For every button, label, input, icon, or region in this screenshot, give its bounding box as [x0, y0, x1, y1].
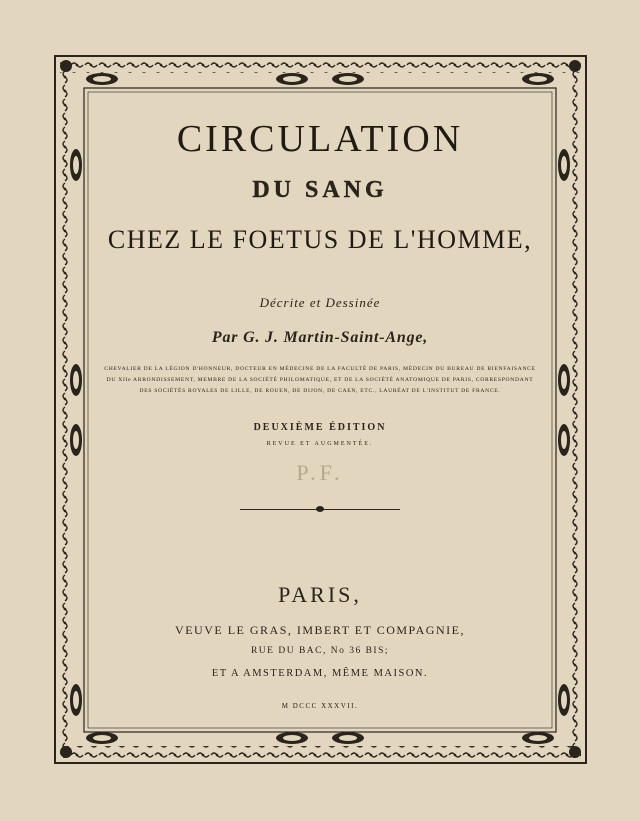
credentials-line: DU XIIe ARRONDISSEMENT, MEMBRE DE LA SOCIÉTÉ PHILOMATIQUE, ET DE LA SOCIÉTÉ ANATOMIQUE DE PARIS, CORRESPONDANT [106, 377, 534, 383]
imprint-amsterdam: ET A AMSTERDAM, MÊME MAISON. [211, 668, 429, 679]
credentials-line: DES SOCIÉTÉS ROYALES DE LILLE, DE ROUEN, DE DIJON, DE CAEN, ETC., LAURÉAT DE L'INSTITUT DE FRANCE. [139, 388, 501, 394]
author-line: Par G. J. Martin-Saint-Ange, [211, 329, 429, 346]
divider-ornament [316, 506, 324, 512]
edition-note: REVUE ET AUGMENTÉE. [266, 441, 374, 447]
imprint-publisher: VEUVE LE GRAS, IMBERT ET COMPAGNIE, [175, 623, 465, 637]
imprint-address: RUE DU BAC, No 36 BIS; [250, 646, 390, 656]
title-line-2: DU SANG [252, 177, 388, 203]
described-by: Décrite et Dessinée [259, 295, 381, 310]
title-line-3: CHEZ LE FOETUS DE L'HOMME, [107, 225, 533, 254]
title-page-text [90, 85, 550, 725]
title-line-1: CIRCULATION [176, 118, 464, 160]
edition-label: DEUXIÈME ÉDITION [253, 422, 387, 433]
imprint-date: M DCCC XXXVII. [281, 702, 359, 710]
credentials-line: CHEVALIER DE LA LÉGION D'HONNEUR, DOCTEUR EN MÉDECINE DE LA FACULTÉ DE PARIS, MÉDECIN DU BUREAU DE BIENFAISANCE [104, 366, 536, 372]
imprint-city: PARIS, [278, 582, 362, 607]
library-stamp: P.F. [296, 460, 344, 485]
